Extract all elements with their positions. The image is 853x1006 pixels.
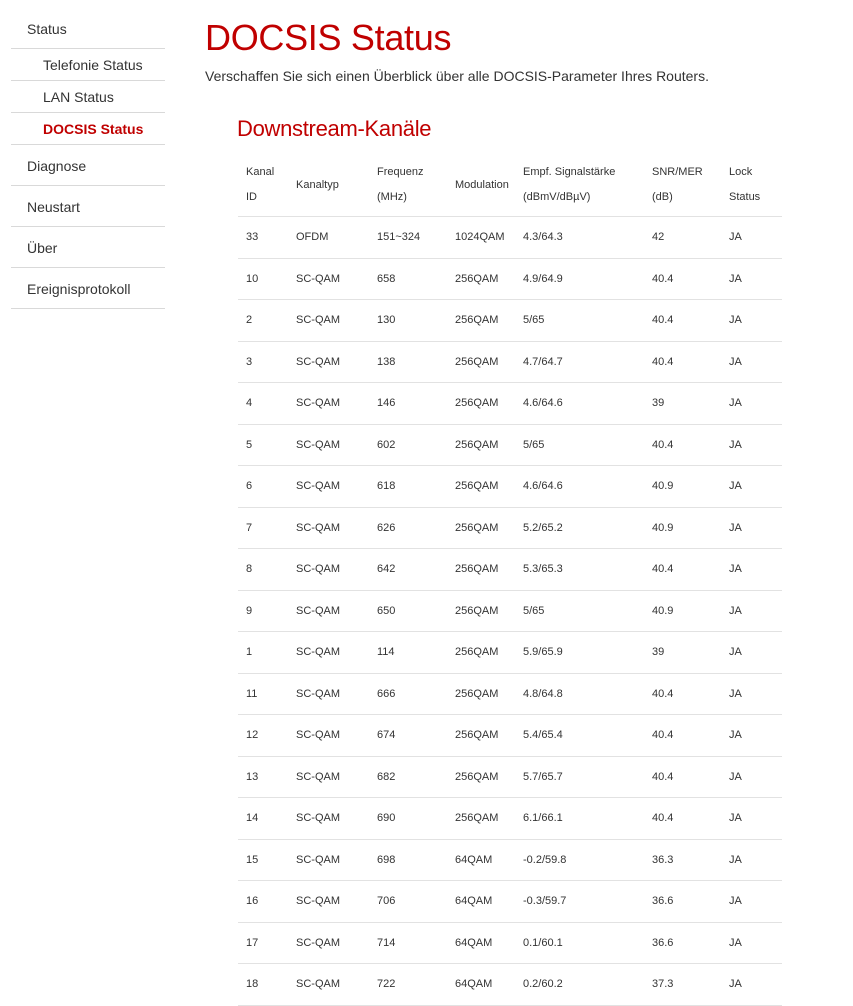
table-row xyxy=(238,673,782,715)
cell-modulation: 64QAM xyxy=(447,922,515,964)
cell-signalstaerke: 5.7/65.7 xyxy=(515,756,644,798)
cell-snr-mer: 37.3 xyxy=(644,964,721,1006)
downstream-section-title: Downstream-Kanäle xyxy=(237,116,432,141)
cell-signalstaerke: 4.7/64.7 xyxy=(515,341,644,383)
header-line: Kanaltyp xyxy=(296,178,339,191)
cell-kanaltyp: SC-QAM xyxy=(288,466,369,508)
cell-kanal-id: 8 xyxy=(238,549,288,591)
table-row xyxy=(238,341,782,383)
cell-kanal-id: 9 xyxy=(238,590,288,632)
cell-kanal-id: 10 xyxy=(238,258,288,300)
cell-kanal-id: 1 xyxy=(238,632,288,674)
cell-lock-status: JA xyxy=(721,424,782,466)
cell-lock-status: JA xyxy=(721,798,782,840)
header-snr-mer xyxy=(644,154,721,217)
cell-kanaltyp: SC-QAM xyxy=(288,590,369,632)
cell-snr-mer: 40.4 xyxy=(644,798,721,840)
table-row xyxy=(238,217,782,259)
cell-kanal-id: 16 xyxy=(238,881,288,923)
header-kanal-id xyxy=(238,154,288,217)
header-line: (MHz) xyxy=(377,191,407,203)
cell-modulation: 64QAM xyxy=(447,881,515,923)
cell-signalstaerke: 0.1/60.1 xyxy=(515,922,644,964)
header-line: Status xyxy=(729,191,761,203)
cell-modulation: 256QAM xyxy=(447,466,515,508)
table-row xyxy=(238,424,782,466)
sidebar-item-ueber[interactable]: Über xyxy=(11,227,165,268)
cell-lock-status: JA xyxy=(721,756,782,798)
cell-kanaltyp: SC-QAM xyxy=(288,341,369,383)
cell-modulation: 256QAM xyxy=(447,673,515,715)
cell-frequenz: 151~324 xyxy=(369,217,447,259)
cell-modulation: 256QAM xyxy=(447,383,515,425)
header-line: Frequenz xyxy=(377,166,424,178)
cell-kanaltyp: OFDM xyxy=(288,217,369,259)
cell-signalstaerke: -0.2/59.8 xyxy=(515,839,644,881)
cell-kanaltyp: SC-QAM xyxy=(288,549,369,591)
cell-kanal-id: 4 xyxy=(238,383,288,425)
cell-frequenz: 650 xyxy=(369,590,447,632)
sidebar-item-lan-status[interactable]: LAN Status xyxy=(11,81,165,113)
sidebar-nav xyxy=(11,17,165,309)
cell-modulation: 256QAM xyxy=(447,798,515,840)
cell-lock-status: JA xyxy=(721,839,782,881)
cell-kanal-id: 17 xyxy=(238,922,288,964)
cell-kanaltyp: SC-QAM xyxy=(288,300,369,342)
cell-signalstaerke: 4.6/64.6 xyxy=(515,466,644,508)
cell-kanaltyp: SC-QAM xyxy=(288,964,369,1006)
cell-snr-mer: 40.4 xyxy=(644,756,721,798)
cell-snr-mer: 40.4 xyxy=(644,341,721,383)
cell-lock-status: JA xyxy=(721,673,782,715)
sidebar-item-status[interactable]: Status xyxy=(11,17,165,49)
cell-kanal-id: 12 xyxy=(238,715,288,757)
cell-snr-mer: 40.4 xyxy=(644,258,721,300)
cell-modulation: 256QAM xyxy=(447,341,515,383)
cell-frequenz: 714 xyxy=(369,922,447,964)
cell-frequenz: 658 xyxy=(369,258,447,300)
cell-modulation: 256QAM xyxy=(447,507,515,549)
cell-kanal-id: 2 xyxy=(238,300,288,342)
cell-lock-status: JA xyxy=(721,922,782,964)
cell-lock-status: JA xyxy=(721,383,782,425)
cell-kanal-id: 33 xyxy=(238,217,288,259)
header-signalstaerke xyxy=(515,154,644,217)
cell-kanaltyp: SC-QAM xyxy=(288,881,369,923)
cell-kanal-id: 18 xyxy=(238,964,288,1006)
cell-snr-mer: 36.6 xyxy=(644,922,721,964)
header-line: (dB) xyxy=(652,191,673,203)
cell-modulation: 256QAM xyxy=(447,632,515,674)
table-body xyxy=(238,217,782,1006)
page-title: DOCSIS Status xyxy=(205,17,452,58)
table-row xyxy=(238,881,782,923)
cell-kanal-id: 15 xyxy=(238,839,288,881)
cell-modulation: 256QAM xyxy=(447,300,515,342)
header-line: Lock xyxy=(729,166,753,178)
header-line: ID xyxy=(246,191,257,203)
sidebar-item-ereignisprotokoll[interactable]: Ereignisprotokoll xyxy=(11,268,165,309)
cell-lock-status: JA xyxy=(721,258,782,300)
cell-kanaltyp: SC-QAM xyxy=(288,507,369,549)
downstream-channels-table xyxy=(238,154,782,1006)
table-row xyxy=(238,756,782,798)
cell-signalstaerke: 5/65 xyxy=(515,424,644,466)
cell-signalstaerke: -0.3/59.7 xyxy=(515,881,644,923)
cell-signalstaerke: 4.9/64.9 xyxy=(515,258,644,300)
table-row xyxy=(238,507,782,549)
sidebar-item-diagnose[interactable]: Diagnose xyxy=(11,145,165,186)
cell-kanal-id: 11 xyxy=(238,673,288,715)
cell-kanaltyp: SC-QAM xyxy=(288,922,369,964)
cell-signalstaerke: 5.9/65.9 xyxy=(515,632,644,674)
cell-lock-status: JA xyxy=(721,341,782,383)
table-header-row xyxy=(238,154,782,217)
cell-signalstaerke: 4.8/64.8 xyxy=(515,673,644,715)
cell-modulation: 256QAM xyxy=(447,549,515,591)
table-row xyxy=(238,798,782,840)
cell-snr-mer: 42 xyxy=(644,217,721,259)
cell-frequenz: 690 xyxy=(369,798,447,840)
cell-snr-mer: 40.4 xyxy=(644,424,721,466)
cell-frequenz: 642 xyxy=(369,549,447,591)
header-frequenz xyxy=(369,154,447,217)
cell-frequenz: 602 xyxy=(369,424,447,466)
cell-kanal-id: 14 xyxy=(238,798,288,840)
cell-kanaltyp: SC-QAM xyxy=(288,632,369,674)
table-row xyxy=(238,839,782,881)
cell-signalstaerke: 0.2/60.2 xyxy=(515,964,644,1006)
cell-modulation: 64QAM xyxy=(447,839,515,881)
cell-modulation: 256QAM xyxy=(447,258,515,300)
cell-modulation: 256QAM xyxy=(447,715,515,757)
header-line: SNR/MER xyxy=(652,166,703,178)
table-row xyxy=(238,922,782,964)
cell-frequenz: 698 xyxy=(369,839,447,881)
cell-snr-mer: 39 xyxy=(644,383,721,425)
cell-frequenz: 706 xyxy=(369,881,447,923)
cell-lock-status: JA xyxy=(721,466,782,508)
cell-snr-mer: 36.6 xyxy=(644,881,721,923)
cell-lock-status: JA xyxy=(721,507,782,549)
cell-modulation: 1024QAM xyxy=(447,217,515,259)
header-line: Kanal xyxy=(246,166,275,178)
header-line: Empf. Signalstärke xyxy=(523,166,616,178)
page-subtitle: Verschaffen Sie sich einen Überblick über alle DOCSIS-Parameter Ihres Routers. xyxy=(205,68,709,84)
cell-frequenz: 722 xyxy=(369,964,447,1006)
cell-kanaltyp: SC-QAM xyxy=(288,839,369,881)
table-row xyxy=(238,258,782,300)
cell-signalstaerke: 4.3/64.3 xyxy=(515,217,644,259)
table-row xyxy=(238,632,782,674)
cell-kanal-id: 6 xyxy=(238,466,288,508)
cell-kanaltyp: SC-QAM xyxy=(288,258,369,300)
table-row xyxy=(238,466,782,508)
cell-lock-status: JA xyxy=(721,632,782,674)
sidebar-item-neustart[interactable]: Neustart xyxy=(11,186,165,227)
cell-lock-status: JA xyxy=(721,590,782,632)
cell-frequenz: 618 xyxy=(369,466,447,508)
header-lock-status xyxy=(721,154,782,217)
cell-modulation: 64QAM xyxy=(447,964,515,1006)
header-line: Modulation xyxy=(455,178,509,191)
cell-signalstaerke: 5.2/65.2 xyxy=(515,507,644,549)
cell-kanal-id: 3 xyxy=(238,341,288,383)
cell-kanaltyp: SC-QAM xyxy=(288,673,369,715)
table-row xyxy=(238,590,782,632)
table-row xyxy=(238,715,782,757)
header-line: (dBmV/dBµV) xyxy=(523,191,591,203)
cell-snr-mer: 40.4 xyxy=(644,673,721,715)
cell-frequenz: 666 xyxy=(369,673,447,715)
cell-signalstaerke: 5/65 xyxy=(515,590,644,632)
cell-kanaltyp: SC-QAM xyxy=(288,756,369,798)
header-modulation xyxy=(447,154,515,217)
cell-snr-mer: 40.4 xyxy=(644,715,721,757)
table-row xyxy=(238,300,782,342)
cell-frequenz: 682 xyxy=(369,756,447,798)
cell-kanaltyp: SC-QAM xyxy=(288,715,369,757)
table-row xyxy=(238,549,782,591)
cell-lock-status: JA xyxy=(721,549,782,591)
cell-snr-mer: 40.9 xyxy=(644,590,721,632)
cell-signalstaerke: 6.1/66.1 xyxy=(515,798,644,840)
cell-frequenz: 114 xyxy=(369,632,447,674)
sidebar-item-telefonie-status[interactable]: Telefonie Status xyxy=(11,49,165,81)
cell-snr-mer: 39 xyxy=(644,632,721,674)
cell-lock-status: JA xyxy=(721,217,782,259)
cell-snr-mer: 40.4 xyxy=(644,549,721,591)
cell-lock-status: JA xyxy=(721,300,782,342)
cell-snr-mer: 40.9 xyxy=(644,507,721,549)
cell-lock-status: JA xyxy=(721,715,782,757)
cell-snr-mer: 36.3 xyxy=(644,839,721,881)
cell-kanal-id: 7 xyxy=(238,507,288,549)
cell-modulation: 256QAM xyxy=(447,424,515,466)
cell-kanal-id: 13 xyxy=(238,756,288,798)
cell-frequenz: 626 xyxy=(369,507,447,549)
cell-signalstaerke: 5.3/65.3 xyxy=(515,549,644,591)
cell-kanal-id: 5 xyxy=(238,424,288,466)
header-kanaltyp xyxy=(288,154,369,217)
cell-snr-mer: 40.9 xyxy=(644,466,721,508)
table-row xyxy=(238,383,782,425)
cell-frequenz: 674 xyxy=(369,715,447,757)
cell-signalstaerke: 5/65 xyxy=(515,300,644,342)
cell-frequenz: 138 xyxy=(369,341,447,383)
cell-snr-mer: 40.4 xyxy=(644,300,721,342)
cell-kanaltyp: SC-QAM xyxy=(288,798,369,840)
cell-lock-status: JA xyxy=(721,964,782,1006)
cell-signalstaerke: 5.4/65.4 xyxy=(515,715,644,757)
cell-lock-status: JA xyxy=(721,881,782,923)
cell-modulation: 256QAM xyxy=(447,756,515,798)
cell-frequenz: 146 xyxy=(369,383,447,425)
cell-kanaltyp: SC-QAM xyxy=(288,383,369,425)
cell-kanaltyp: SC-QAM xyxy=(288,424,369,466)
cell-modulation: 256QAM xyxy=(447,590,515,632)
cell-frequenz: 130 xyxy=(369,300,447,342)
sidebar-item-docsis-status[interactable]: DOCSIS Status xyxy=(11,113,165,145)
cell-signalstaerke: 4.6/64.6 xyxy=(515,383,644,425)
